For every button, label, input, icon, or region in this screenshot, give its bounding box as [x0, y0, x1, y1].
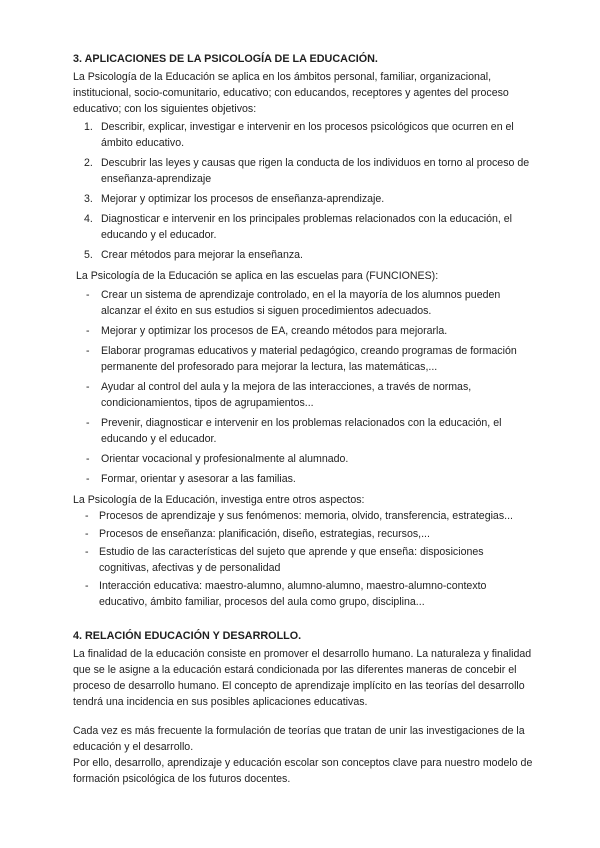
dash-marker: - [86, 381, 90, 393]
list-item-text: Elaborar programas educativos y material pedagógico, creando programas de formación permanente del profesorado para mejorar la lectura, las matemáticas,... [101, 345, 517, 373]
list-item-text: Formar, orientar y asesorar a las familias. [101, 473, 296, 485]
dash-marker: - [85, 546, 89, 558]
list-item [73, 471, 533, 487]
section-4-paragraph-3: Por ello, desarrollo, aprendizaje y educación escolar son conceptos clave para nuestro modelo de formación psicológica de los futuros docentes. [73, 757, 533, 785]
list-item-text: Descubrir las leyes y causas que rigen la conducta de los individuos en torno al proceso de enseñanza-aprendizaje [101, 157, 530, 185]
list-item-text: Diagnosticar e intervenir en los principales problemas relacionados con la educación, el educando y el educador. [101, 213, 513, 241]
list-item-text: Procesos de aprendizaje y sus fenómenos: memoria, olvido, transferencia, estrategias... [99, 510, 513, 522]
list-item [73, 119, 533, 151]
list-item-text: Estudio de las características del sujeto que aprende y que enseña: disposiciones cognitivas, afectivas y de personalidad [99, 546, 484, 574]
section-4-paragraph-1: La finalidad de la educación consiste en promover el desarrollo humano. La naturaleza y finalidad que se le asigne a la educación estará condicionada por las diferentes maneras de concebir el proceso de desarrollo humano. El concepto de aprendizaje implícito en las teorías del desarrollo tendrá una incidencia en sus posibles aplicaciones educativas. [73, 648, 532, 708]
list-number: 1. [84, 121, 93, 133]
list-item [73, 343, 533, 375]
list-item [73, 578, 533, 610]
dash-marker: - [86, 453, 90, 465]
list-item-text: Describir, explicar, investigar e intervenir en los procesos psicológicos que ocurren en el ámbito educativo. [101, 121, 514, 149]
list-item [73, 247, 533, 263]
list-item-text: Crear métodos para mejorar la enseñanza. [101, 249, 303, 261]
dash-marker: - [86, 345, 90, 357]
research-intro: La Psicología de la Educación, investiga entre otros aspectos: [73, 494, 365, 506]
functions-intro: La Psicología de la Educación se aplica en las escuelas para (FUNCIONES): [76, 270, 439, 282]
list-item-text: Ayudar al control del aula y la mejora de las interacciones, a través de normas, condicionamientos, tipos de agrupamientos... [101, 381, 472, 409]
list-item [73, 451, 533, 467]
list-item [73, 155, 533, 187]
section-4-paragraph-2: Cada vez es más frecuente la formulación de teorías que tratan de unir las investigaciones de la educación y el desarrollo. [73, 725, 525, 753]
list-item [73, 526, 533, 542]
list-item-text: Mejorar y optimizar los procesos de EA, creando métodos para mejorarla. [101, 325, 448, 337]
functions-list [73, 287, 533, 491]
list-number: 2. [84, 157, 93, 169]
dash-marker: - [85, 580, 89, 592]
list-item [73, 211, 533, 243]
list-item [73, 415, 533, 447]
section-3-intro: La Psicología de la Educación se aplica en los ámbitos personal, familiar, organizacional, institucional, socio-comunitario, educativo; con educandos, receptores y agentes del proceso educativo; con los siguientes objetivos: [73, 71, 509, 115]
dash-marker: - [86, 325, 90, 337]
list-item [73, 508, 533, 524]
list-item-text: Crear un sistema de aprendizaje controlado, en el la mayoría de los alumnos pueden alcanzar el éxito en sus estudios si siguen procedimientos adecuados. [101, 289, 501, 317]
dash-marker: - [85, 510, 89, 522]
list-number: 4. [84, 213, 93, 225]
objectives-list [73, 119, 533, 267]
section-4-title: 4. RELACIÓN EDUCACIÓN Y DESARROLLO. [73, 630, 302, 642]
list-number: 3. [84, 193, 93, 205]
dash-marker: - [86, 473, 90, 485]
list-item-text: Procesos de enseñanza: planificación, diseño, estrategias, recursos,... [99, 528, 430, 540]
section-3-title: 3. APLICACIONES DE LA PSICOLOGÍA DE LA EDUCACIÓN. [73, 53, 378, 65]
list-item-text: Mejorar y optimizar los procesos de enseñanza-aprendizaje. [101, 193, 385, 205]
list-item [73, 544, 533, 576]
list-item [73, 323, 533, 339]
list-item [73, 287, 533, 319]
dash-marker: - [86, 417, 90, 429]
list-item-text: Interacción educativa: maestro-alumno, alumno-alumno, maestro-alumno-contexto educativo, ámbito familiar, procesos del aula como grupo, disciplina... [99, 580, 487, 608]
research-list [73, 508, 533, 612]
list-item [73, 379, 533, 411]
list-number: 5. [84, 249, 93, 261]
list-item-text: Orientar vocacional y profesionalmente al alumnado. [101, 453, 349, 465]
list-item-text: Prevenir, diagnosticar e intervenir en los problemas relacionados con la educación, el educando y el educador. [101, 417, 502, 445]
dash-marker: - [86, 289, 90, 301]
list-item [73, 191, 533, 207]
dash-marker: - [85, 528, 89, 540]
